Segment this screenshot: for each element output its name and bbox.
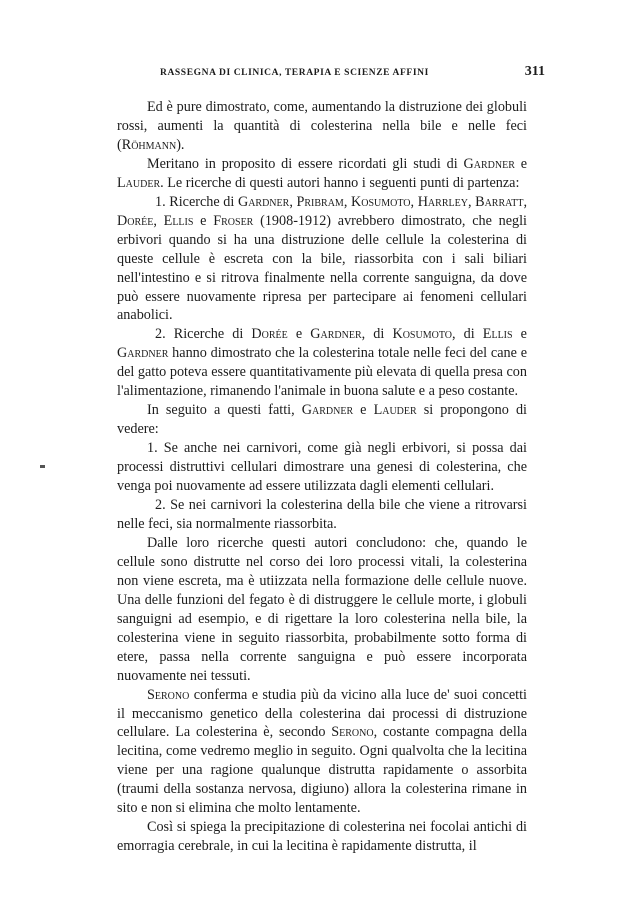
text-run: , xyxy=(153,212,164,229)
author-name: Serono xyxy=(147,686,190,703)
author-name: Ellis xyxy=(482,326,513,343)
author-name: Lauder xyxy=(373,402,417,419)
author-name: Froser xyxy=(213,212,254,229)
text-run: , di xyxy=(451,326,483,343)
author-name: Barratt xyxy=(475,193,524,210)
text-run: , xyxy=(343,193,351,210)
text-run: , xyxy=(410,193,418,210)
paragraph xyxy=(117,496,527,534)
paragraph xyxy=(117,193,527,326)
paragraph xyxy=(117,325,527,401)
paragraph xyxy=(117,534,527,686)
text-run: 1. Ricerche di xyxy=(155,193,238,210)
text-run: , costante compagna della lecitina, come vedremo meglio in seguito. Ogni qualvolta che la lecitina viene per una ragione qualunque distrutta rapidamente o assorbita (traumi della sostanza nervosa, digiuno) allora la colesterina rimane in sito e non si elimina che molto lentamente. xyxy=(117,724,527,817)
author-name: Gardner xyxy=(301,402,354,419)
text-run: , xyxy=(467,193,476,210)
text-run: e xyxy=(287,326,311,343)
author-name: Dorée xyxy=(117,212,154,229)
text-run: In seguito a questi fatti, xyxy=(147,402,302,419)
text-run: Meritano in proposito di essere ricordati gli studi di xyxy=(147,155,464,172)
text-run: e xyxy=(514,155,527,172)
margin-mark xyxy=(40,465,45,468)
text-run: hanno dimostrato che la colesterina totale nelle feci del cane e del gatto poteva essere quantitativamente più elevata di quella presa con l'alimentazione, rimanendo l'animale in buona salute e a peso costante. xyxy=(117,345,527,400)
text-run: Ed è pure dimostrato, come, aumentando la distruzione dei globuli rossi, aumenti la quantità di colesterina nella bile e nelle feci ( xyxy=(117,99,527,153)
page-number: 311 xyxy=(524,64,545,79)
author-name: Gardner xyxy=(310,326,362,343)
text-run: e xyxy=(512,326,527,343)
text-run: Così si spiega la precipitazione di colesterina nei focolai antichi di emorragia cerebrale, in cui la lecitina è rapidamente distrutta, il xyxy=(117,819,527,855)
text-run: . Le ricerche di questi autori hanno i seguenti punti di partenza: xyxy=(160,174,520,191)
paragraph xyxy=(117,98,527,155)
author-name: Gardner xyxy=(237,193,290,210)
text-run: , di xyxy=(361,326,393,343)
paragraph xyxy=(117,439,527,496)
text-run: (1908-1912) avrebbero dimostrato, che negli erbivori quando si ha una distruzione delle cellule la colesterina di queste cellule è escreta con la bile, riassorbita con i sali biliari nell'intestino e si ritrova finalmente nella corrente sanguigna, da dove può essere nuovamente ripresa per partecipare ai fenomeni cellulari anabolici. xyxy=(117,212,527,324)
author-name: Lauder xyxy=(117,174,161,191)
text-run: 2. Se nei carnivori la colesterina della bile che viene a ritrovarsi nelle feci, sia normalmente riassorbita. xyxy=(117,497,527,532)
text-run: 1. Se anche nei carnivori, come già negli erbivori, si possa dai processi distruttivi cellulari dimostrare una genesi di colesterina, che venga poi nuovamente ad essere utilizzata dagli elementi cellulari. xyxy=(117,440,527,495)
text-run: e xyxy=(193,212,214,229)
text-run: e xyxy=(353,402,374,419)
running-head: RASSEGNA DI CLINICA, TERAPIA E SCIENZE AFFINI xyxy=(160,68,429,78)
text-run: 2. Ricerche di xyxy=(155,326,252,343)
page-header xyxy=(160,64,545,80)
author-name: Pribram xyxy=(296,193,344,210)
author-name: Serono xyxy=(331,724,374,741)
author-name: Harrley xyxy=(417,193,468,210)
author-name: Kosumoto xyxy=(351,193,411,210)
text-run: ). xyxy=(176,136,185,153)
author-name: Ellis xyxy=(163,212,194,229)
paragraph xyxy=(117,401,527,439)
text-run: si propongono di vedere: xyxy=(117,402,527,438)
text-run: conferma e studia più da vicino alla luce de' suoi concetti il meccanismo genetico della colesterina dai processi di distruzione cellulare. La colesterina è, secondo xyxy=(117,686,527,741)
paragraph xyxy=(117,818,527,856)
paragraph xyxy=(117,686,527,819)
text-run: , xyxy=(523,193,528,210)
author-name: Dorée xyxy=(251,326,288,343)
author-name: Gardner xyxy=(463,155,515,172)
text-run: Dalle loro ricerche questi autori concludono: che, quando le cellule sono distrutte nel corso dei loro processi vitali, la colesterina non viene escreta, ma è utiizzata nella formazione delle cellule nuove. Una delle funzioni del fegato è di distruggere le cellule morte, i globuli sanguigni ad esempio, e di rigettare la loro colesterina nella bile, la colesterina viene in seguito riassorbita, probabilmente sotto forma di etere, passa nella corrente sanguigna e può essere incorporata nuovamente nei tessuti. xyxy=(117,534,527,684)
text-run: , xyxy=(289,193,297,210)
paragraph xyxy=(117,155,527,193)
author-name: Kosumoto xyxy=(392,326,452,343)
author-name: Gardner xyxy=(117,345,169,362)
body-text xyxy=(117,98,527,856)
author-name: Röhmann xyxy=(121,136,177,153)
